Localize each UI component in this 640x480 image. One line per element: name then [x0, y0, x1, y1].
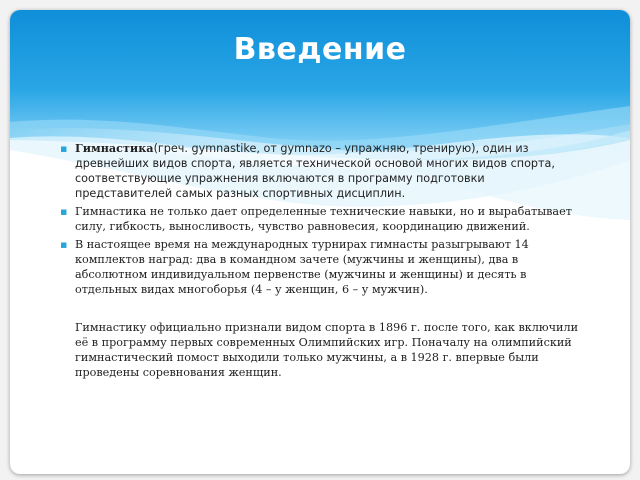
list-item — [60, 204, 580, 234]
list-item — [60, 141, 580, 201]
paragraph-spacer — [60, 300, 580, 320]
slide — [10, 10, 630, 474]
list-item — [60, 237, 580, 297]
list-item-text: Гимнастика не только дает определенные технические навыки, но и вырабатывает силу, гибкость, выносливость, чувство равновесия, координацию движений. — [75, 205, 572, 233]
slide-content — [60, 141, 580, 380]
slide-title: Введение — [233, 32, 407, 67]
bullet-icon: ▪ — [60, 238, 68, 251]
list-item-text: В настоящее время на международных турнирах гимнасты разыгрывают 14 комплектов наград: два в командном зачете (мужчины и женщины), два в абсолютном индивидуальном первенстве (мужчины и женщины) и десять в отдельных видах многоборья (4 – у женщин, 6 – у мужчин). — [75, 238, 529, 296]
bullet-icon: ▪ — [60, 205, 68, 218]
list-item-text: (греч. gymnastike, от gymnazo – упражняю, тренирую), один из древнейших видов спорта, является технической основой многих видов спорта, соответствующие упражнения включаются в программу подготовки представителей самых разных спортивных дисциплин. — [75, 142, 555, 200]
bullet-icon: ▪ — [60, 142, 68, 155]
bullet-list — [60, 141, 580, 297]
term-gymnastics: Гимнастика — [75, 141, 154, 155]
history-paragraph: Гимнастику официально признали видом спорта в 1896 г. после того, как включили её в программу первых современных Олимпийских игр. Поначалу на олимпийский гимнастический помост выходили только мужчины, а в 1928 г. впервые были проведены соревнования женщин. — [75, 321, 579, 379]
